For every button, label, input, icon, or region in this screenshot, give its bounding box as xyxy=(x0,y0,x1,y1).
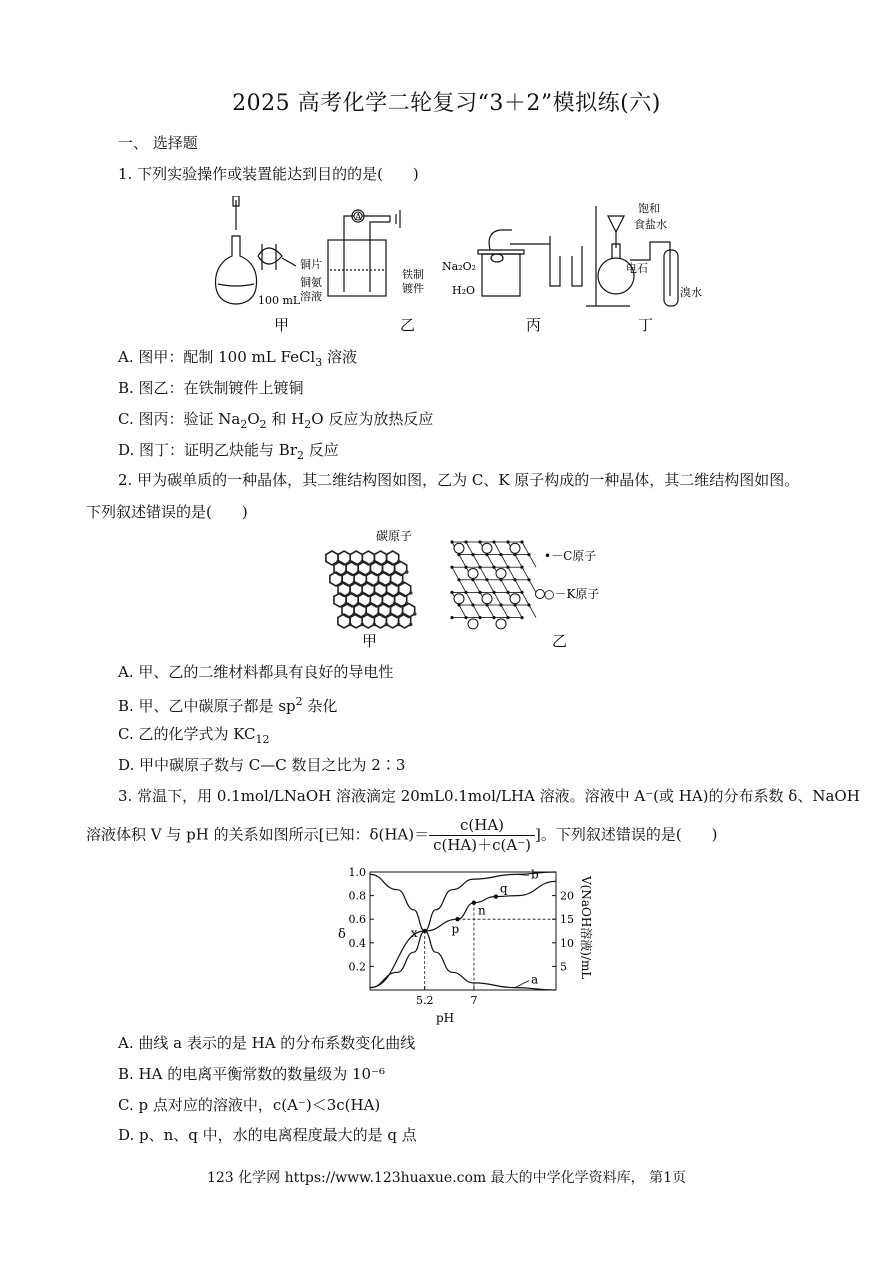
c-c-bond xyxy=(508,567,515,580)
carbon-hexagon xyxy=(399,614,411,628)
carbon-atom xyxy=(413,612,417,616)
q3-stem-line1: 3. 常温下，用 0.1mol/LNaOH 溶液滴定 20mL0.1mol/LHA 溶液。溶液中 A⁻(或 HA)的分布系数 δ、NaOH xyxy=(118,787,860,805)
q3-option-d: D. p、n、q 中，水的电离程度最大的是 q 点 xyxy=(118,1126,417,1144)
q3-stem-line2: 溶液体积 V 与 pH 的关系如图所示[已知：δ(HA)＝ $\frac{c(HA)}{c(HA)+c(A^-)}$ ]。下列叙述错误的是( ) xyxy=(86,816,718,854)
y-tick-label: 0.2 xyxy=(348,960,366,974)
iron-part-label-2: 镀件 xyxy=(402,282,424,295)
k-atom xyxy=(510,594,520,604)
y2-tick-label: 10 xyxy=(560,936,574,950)
c-c-bond xyxy=(494,592,501,605)
q1-option-c: C. 图丙：验证 $Na_2O_2$ 和 $H_2O$ 反应为放热反应 xyxy=(118,410,434,431)
y2-tick-label: 20 xyxy=(560,889,574,903)
q1-option-b: B. 图乙：在铁制镀件上镀铜 xyxy=(118,379,304,397)
x-axis-label: pH xyxy=(436,1011,455,1025)
carbon-hexagon xyxy=(403,604,415,618)
k-atom xyxy=(510,543,520,553)
series-leader-a xyxy=(515,981,529,988)
fraction-denominator: c(HA)＋c(A⁻) xyxy=(433,836,531,854)
c-c-bond xyxy=(529,605,536,618)
carbon-hexagon xyxy=(362,614,374,628)
q2-option-a: A. 甲、乙的二维材料都具有良好的导电性 xyxy=(118,663,394,681)
fig-label-bing: 丙 xyxy=(526,316,542,334)
section-heading: 一、 选择题 xyxy=(118,134,198,152)
carbon-hexagon xyxy=(386,614,398,628)
c-c-bond xyxy=(487,605,494,618)
fig-label-jia: 甲 xyxy=(274,316,290,334)
fig-label-jia-2: 甲 xyxy=(362,632,378,650)
x-tick-label: 7 xyxy=(470,994,478,1007)
carbon-atom-label: 碳原子 xyxy=(376,529,413,543)
c-c-bond xyxy=(515,580,522,593)
brine-label-2: 食盐水 xyxy=(634,218,667,231)
series-label-b: b xyxy=(530,867,539,882)
k-atom-legend-marker xyxy=(536,590,545,599)
c-c-bond xyxy=(494,542,501,555)
y-axis-label: δ xyxy=(338,927,346,942)
fig-label-ding: 丁 xyxy=(638,316,654,334)
c-c-bond xyxy=(487,555,494,568)
k-atom xyxy=(454,543,464,553)
q2-option-d: D. 甲中碳原子数与 C—C 数目之比为 2∶3 xyxy=(118,756,406,774)
c-c-bond xyxy=(515,605,522,618)
bromine-label: 溴水 xyxy=(680,286,702,299)
c-c-bond xyxy=(473,605,480,618)
carbide-label: 电石 xyxy=(626,262,648,275)
y2-tick-label: 5 xyxy=(560,960,567,974)
carbon-hexagon xyxy=(338,614,350,628)
page-title: 2025 高考化学二轮复习“3＋2”模拟练(六) xyxy=(232,91,661,116)
c-c-bond xyxy=(501,580,508,593)
carbon-hexagon xyxy=(395,562,407,576)
page-footer: 123 化学网 https://www.123huaxue.com 最大的中学化学资料库， 第1页 xyxy=(206,1170,687,1186)
c-c-bond xyxy=(515,555,522,568)
c-c-bond xyxy=(473,580,480,593)
q2-structure-figure xyxy=(316,528,616,650)
c-atom xyxy=(527,553,530,556)
carbon-hexagon xyxy=(350,614,362,628)
carbon-atom xyxy=(405,570,409,574)
k-atom xyxy=(482,543,492,553)
point-label-n: n xyxy=(477,903,486,918)
q2-option-b: B. 甲、乙中碳原子都是 $sp^2$ 杂化 xyxy=(118,695,338,715)
graphene-lattice xyxy=(326,551,417,628)
c-c-bond xyxy=(459,605,466,618)
k-atom-legend: ○－K原子 xyxy=(544,587,600,601)
c-c-bond xyxy=(501,605,508,618)
fraction-numerator: c(HA) xyxy=(429,816,535,836)
flask-volume-label: 100 mL xyxy=(258,294,301,307)
carbon-atom xyxy=(409,591,413,595)
point-label-x: x xyxy=(410,926,418,940)
cu-ammonia-label-1: 铜氨 xyxy=(300,276,322,289)
iron-part-label-1: 铁制 xyxy=(402,268,424,281)
c-c-bond xyxy=(529,555,536,568)
k-atom xyxy=(482,594,492,604)
kc-lattice xyxy=(450,540,536,629)
h2o-label: H₂O xyxy=(452,284,476,297)
c-c-bond xyxy=(459,555,466,568)
c-atom xyxy=(520,616,523,619)
titration-chart xyxy=(326,862,602,1030)
c-c-bond xyxy=(522,592,529,605)
y2-axis-label: V(NaOH溶液)/mL xyxy=(579,876,593,980)
q1-option-a: A. 图甲：配制 100 mL FeCl$_3$ 溶液 xyxy=(118,348,358,369)
c-c-bond xyxy=(522,567,529,580)
q2-stem-line1: 2. 甲为碳单质的一种晶体，其二维结构图如图，乙为 C、K 原子构成的一种晶体，其二维结构图如图。 xyxy=(118,471,800,489)
c-c-bond xyxy=(473,555,480,568)
q3-option-b: B. HA 的电离平衡常数的数量级为 10⁻⁶ xyxy=(118,1065,386,1083)
c-c-bond xyxy=(529,580,536,593)
point-q xyxy=(494,894,498,898)
y-tick-label: 0.8 xyxy=(348,889,366,903)
k-atom xyxy=(496,619,506,629)
ammeter-label: A xyxy=(355,213,362,223)
na2o2-label: Na₂O₂ xyxy=(442,260,477,273)
carbon-atom xyxy=(409,623,413,627)
brine-label-1: 饱和 xyxy=(638,202,660,215)
c-atom xyxy=(520,566,523,569)
point-label-q: q xyxy=(499,881,508,896)
k-atom xyxy=(454,594,464,604)
k-atom xyxy=(468,619,478,629)
y2-tick-label: 15 xyxy=(560,913,574,927)
c-c-bond xyxy=(466,542,473,555)
c-c-bond xyxy=(459,580,466,593)
c-c-bond xyxy=(522,542,529,555)
q2-stem-line2: 下列叙述错误的是( ) xyxy=(86,503,248,521)
carbon-hexagon xyxy=(374,614,386,628)
c-atom-legend: •－C原子 xyxy=(544,549,597,563)
fig-label-yi: 乙 xyxy=(400,316,416,334)
q3-option-a: A. 曲线 a 表示的是 HA 的分布系数变化曲线 xyxy=(118,1034,416,1052)
c-c-bond xyxy=(487,580,494,593)
c-c-bond xyxy=(501,555,508,568)
q1-stem: 1. 下列实验操作或装置能达到目的的是( ) xyxy=(118,165,419,183)
series-label-a: a xyxy=(530,972,539,987)
cu-ammonia-label-2: 溶液 xyxy=(300,290,322,303)
y-tick-label: 0.4 xyxy=(348,936,366,950)
point-label-p: p xyxy=(451,922,460,937)
q1-option-d: D. 图丁：证明乙炔能与 $Br_2$ 反应 xyxy=(118,441,339,462)
q3-option-c: C. p 点对应的溶液中，c(A⁻)＜3c(HA) xyxy=(118,1096,381,1114)
q1-apparatus-figure xyxy=(210,196,730,338)
c-c-bond xyxy=(452,567,459,580)
x-tick-label: 5.2 xyxy=(415,994,434,1007)
c-c-bond xyxy=(480,567,487,580)
y-tick-label: 0.6 xyxy=(348,913,366,927)
c-c-bond xyxy=(466,592,473,605)
k-atom xyxy=(468,569,478,579)
carbon-hexagon xyxy=(399,583,411,597)
q2-option-c: C. 乙的化学式为 $KC_{12}$ xyxy=(118,725,270,746)
fig-label-yi-2: 乙 xyxy=(552,632,568,650)
copper-sheet-label: 铜片 xyxy=(300,258,322,271)
y-tick-label: 1.0 xyxy=(348,866,366,879)
k-atom xyxy=(496,569,506,579)
